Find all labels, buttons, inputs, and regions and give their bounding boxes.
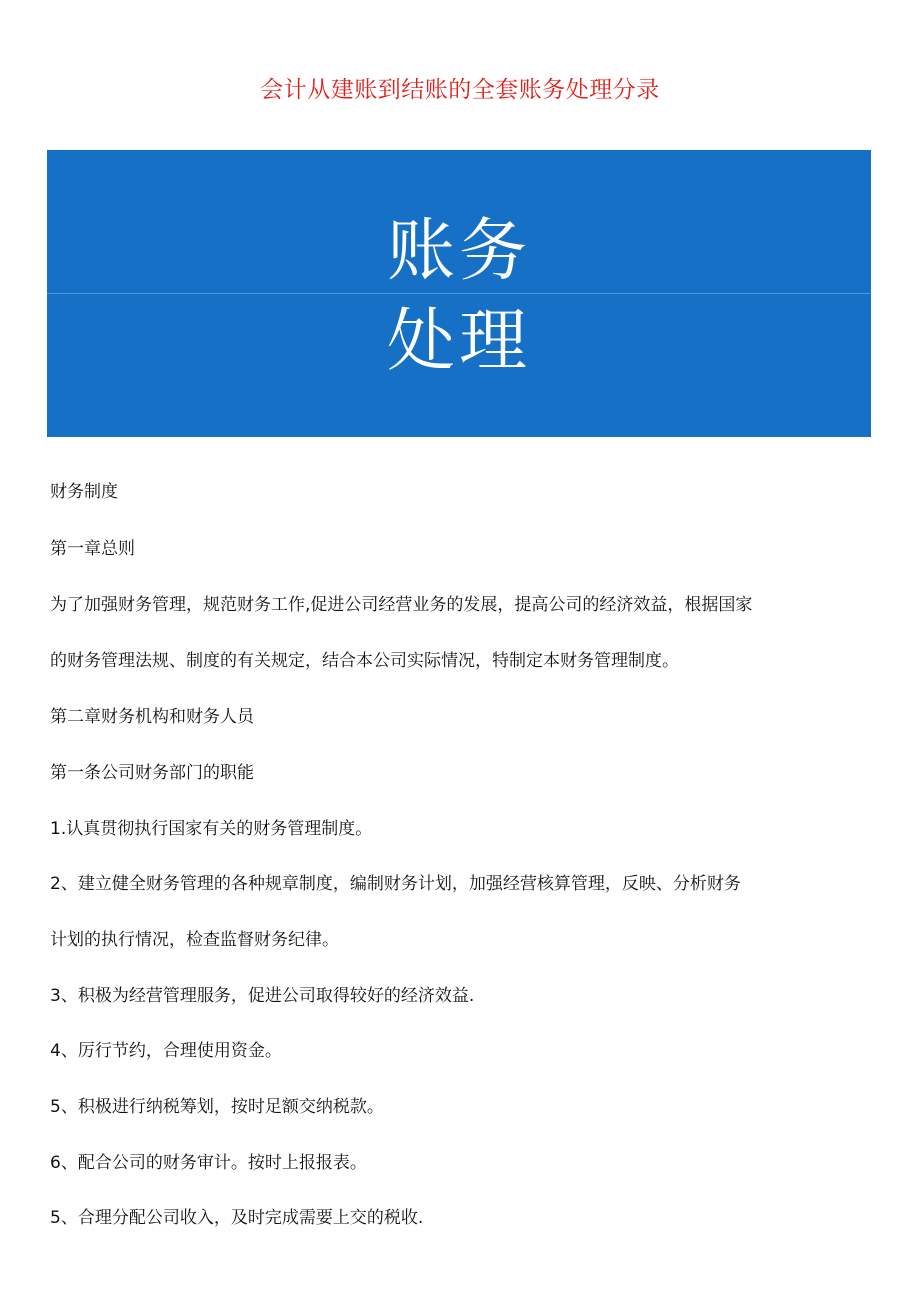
banner-line-2: 处理 — [386, 302, 531, 381]
title-banner — [47, 150, 871, 437]
heading-financial-system: 财务制度 — [50, 482, 118, 502]
list-item: 1.认真贯彻执行国家有关的财务管理制度。 — [50, 819, 373, 839]
paragraph-line: 为了加强财务管理，规范财务工作,促进公司经营业务的发展，提高公司的经济效益，根据国家 — [50, 595, 753, 615]
list-item-continuation: 计划的执行情况，检查监督财务纪律。 — [50, 930, 339, 950]
list-item: 3、积极为经营管理服务，促进公司取得较好的经济效益. — [50, 986, 475, 1006]
document-title: 会计从建账到结账的全套账务处理分录 — [260, 77, 660, 103]
heading-article-1: 第一条公司财务部门的职能 — [50, 763, 254, 783]
list-item: 5、合理分配公司收入，及时完成需要上交的税收. — [50, 1208, 424, 1228]
banner-line-1: 账务 — [386, 212, 531, 291]
list-item: 5、积极进行纳税筹划，按时足额交纳税款。 — [50, 1097, 384, 1117]
heading-chapter-2: 第二章财务机构和财务人员 — [50, 707, 254, 727]
list-item: 2、建立健全财务管理的各种规章制度，编制财务计划，加强经营核算管理，反映、分析财务 — [50, 874, 741, 894]
list-item: 4、厉行节约，合理使用资金。 — [50, 1041, 282, 1061]
heading-chapter-1: 第一章总则 — [50, 539, 135, 559]
paragraph-line: 的财务管理法规、制度的有关规定，结合本公司实际情况，特制定本财务管理制度。 — [50, 651, 679, 671]
banner-divider — [47, 293, 871, 294]
list-item: 6、配合公司的财务审计。按时上报报表。 — [50, 1153, 367, 1173]
